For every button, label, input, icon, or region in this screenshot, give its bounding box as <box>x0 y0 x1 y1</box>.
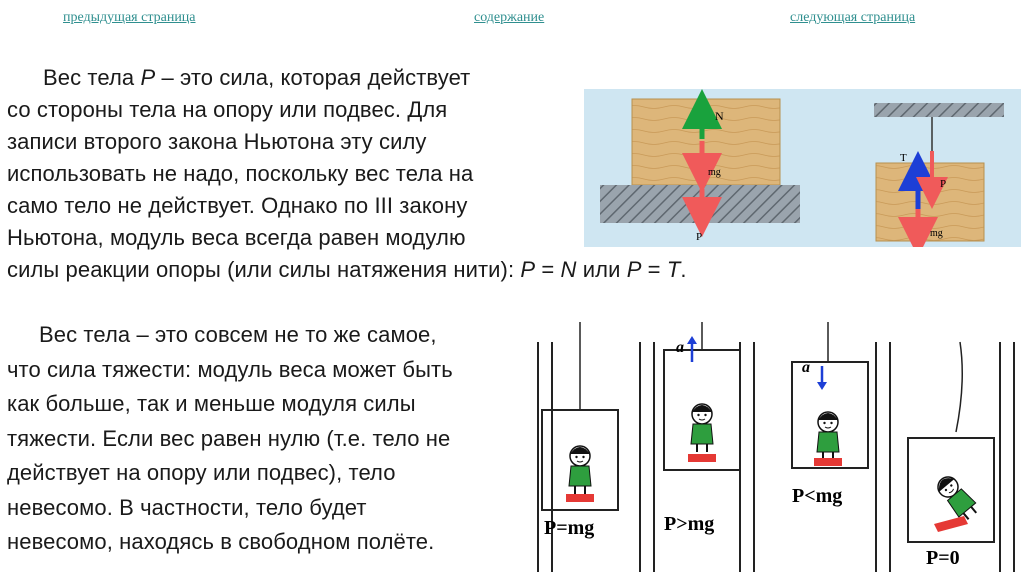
text-line: использовать не надо, поскольку вес тела на <box>7 161 474 186</box>
label-T: T <box>900 152 907 164</box>
weight-vs-gravity-paragraph <box>7 318 453 560</box>
label-P-right: P <box>940 178 947 190</box>
text-line: что сила тяжести: модуль веса может быть <box>7 356 453 382</box>
elevator-diagram <box>530 322 1020 572</box>
caption-p-lt-mg: P<mg <box>792 485 843 507</box>
text-line: тяжести. Если вес равен нулю (т.е. тело не <box>7 425 451 451</box>
forces-diagram <box>584 89 1021 247</box>
caption-p-eq-mg: P=mg <box>544 517 595 539</box>
text-line: записи второго закона Ньютона эту силу <box>7 129 427 154</box>
text-line: невесомо, находясь в свободном полёте. <box>7 529 435 554</box>
prev-page-link[interactable]: предыдущая страница <box>63 10 196 25</box>
label-mg-left: mg <box>708 167 721 178</box>
contents-link[interactable]: содержание <box>474 10 545 25</box>
caption-p-gt-mg: P>mg <box>664 513 715 535</box>
label-a-down: a <box>802 359 810 376</box>
text-line: Вес тела – это совсем не то же самое, <box>39 322 437 347</box>
text-line: Вес тела P – это сила, которая действует <box>43 65 471 90</box>
label-P-left: P <box>696 231 703 243</box>
label-a-up: a <box>676 339 684 356</box>
block-on-support <box>632 99 780 185</box>
caption-p-eq-0: P=0 <box>926 547 960 569</box>
label-mg-right: mg <box>930 228 943 239</box>
text-line: со стороны тела на опору или подвес. Для <box>7 97 448 122</box>
text-line: невесомо. В частности, тело будет <box>7 494 367 520</box>
text-line: Ньютона, модуль веса всегда равен модулю <box>7 225 466 250</box>
text-line: действует на опору или подвес), тело <box>7 460 396 485</box>
next-page-link[interactable]: следующая страница <box>790 10 916 25</box>
text-line: как больше, так и меньше модуля силы <box>7 391 416 416</box>
label-N: N <box>715 109 724 123</box>
ceiling <box>874 103 1004 117</box>
text-line: само тело не действует. Однако по III закону <box>7 193 468 218</box>
text-line: силы реакции опоры (или силы натяжения нити): P = N или P = T. <box>7 257 687 282</box>
